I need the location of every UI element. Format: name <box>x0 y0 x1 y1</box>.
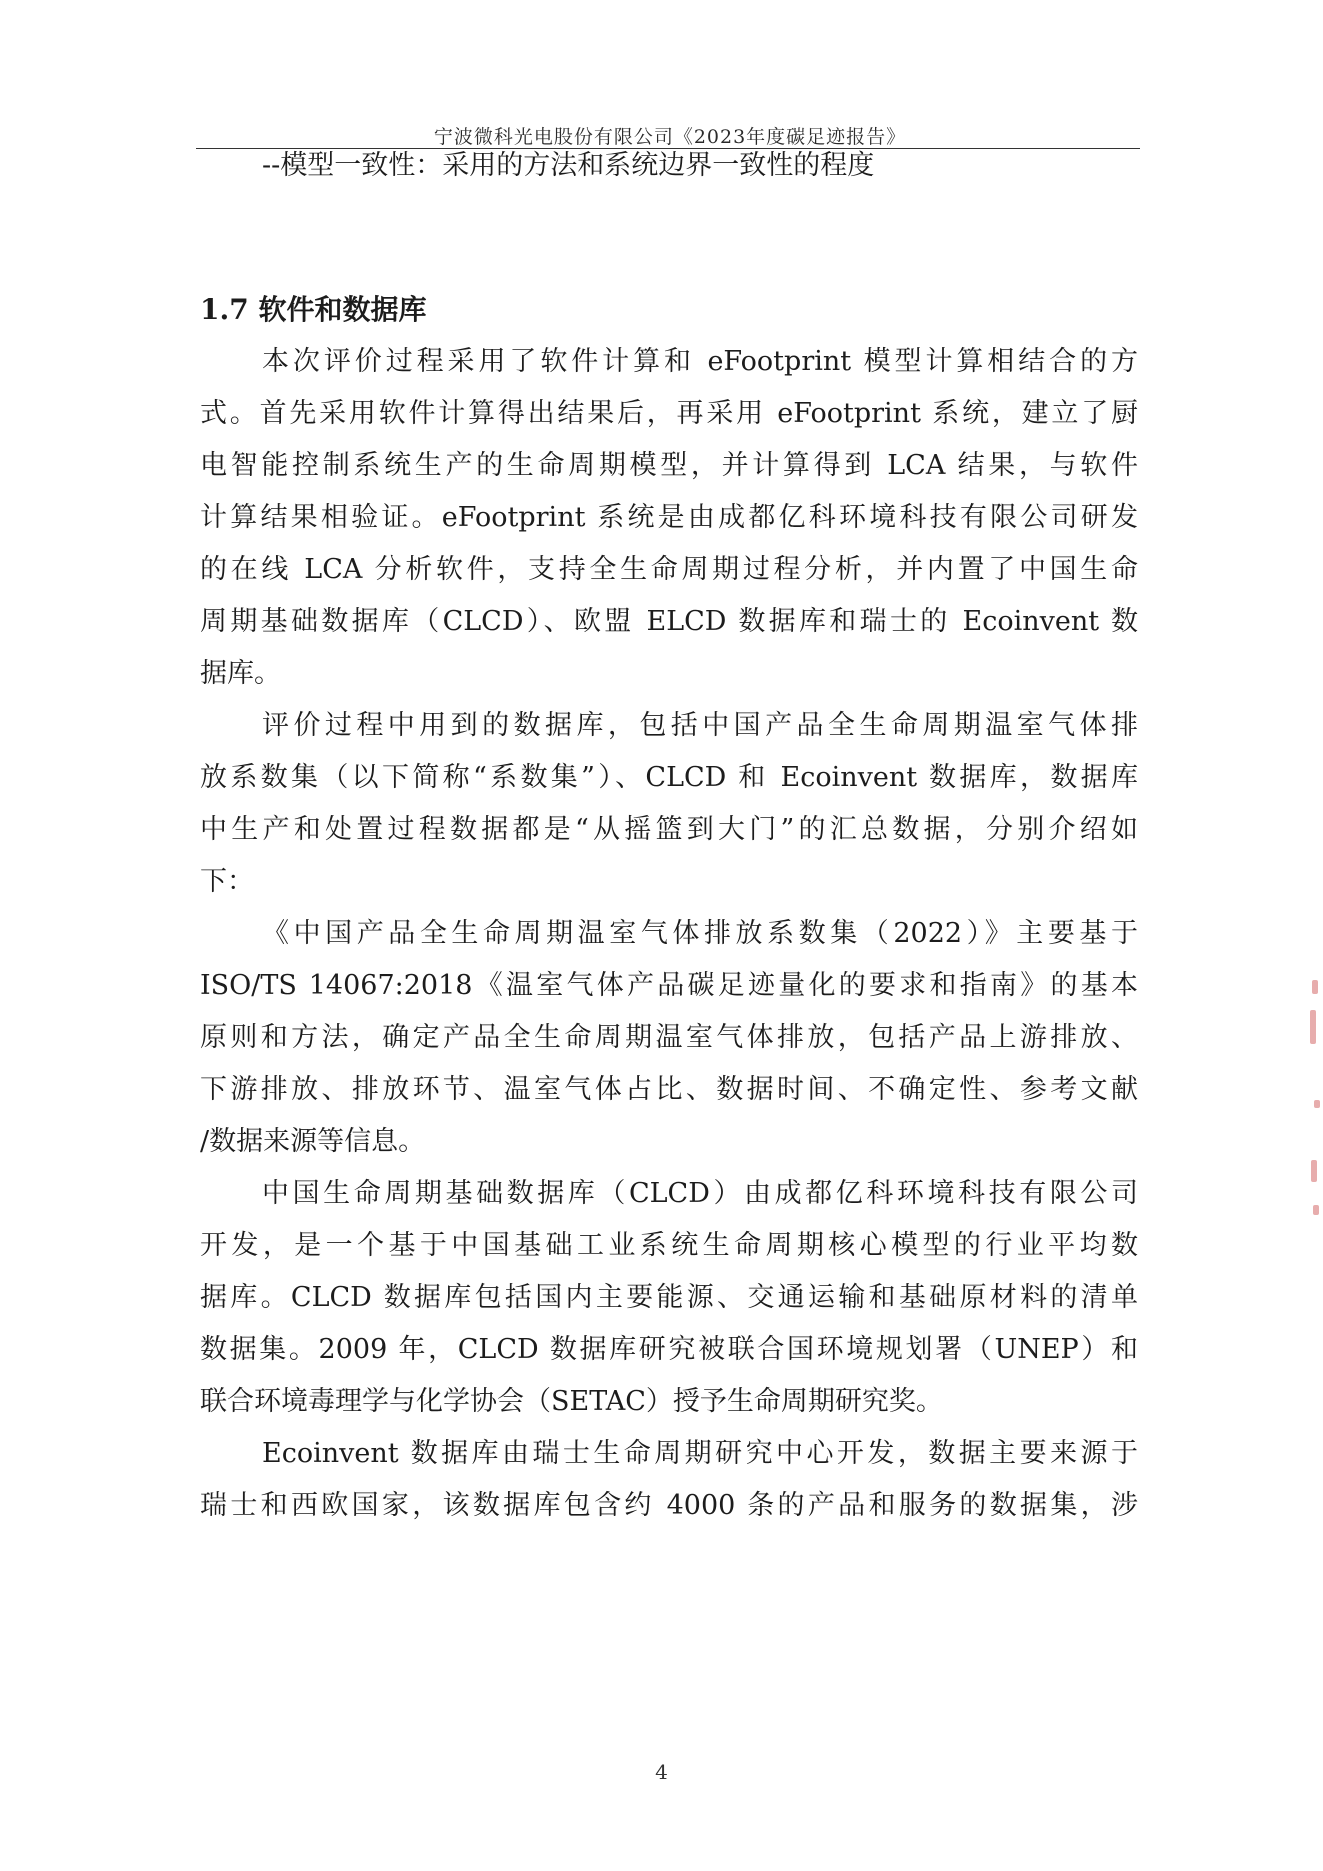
paragraph-line: 中国生命周期基础数据库（CLCD）由成都亿科环境科技有限公司 <box>262 1178 1138 1209</box>
section-heading: 1.7 软件和数据库 <box>200 293 427 326</box>
paragraph-line: 放系数集（以下简称“系数集”）、CLCD 和 Ecoinvent 数据库，数据库 <box>200 762 1138 793</box>
seal-mark <box>1312 980 1318 994</box>
seal-mark <box>1311 1160 1317 1182</box>
paragraph-line: 据库。CLCD 数据库包括国内主要能源、交通运输和基础原材料的清单 <box>200 1282 1138 1313</box>
seal-mark <box>1310 1010 1316 1044</box>
paragraph-line: 电智能控制系统生产的生命周期模型，并计算得到 LCA 结果，与软件 <box>200 450 1138 481</box>
paragraph-line: 计算结果相验证。eFootprint 系统是由成都亿科环境科技有限公司研发 <box>200 502 1138 533</box>
paragraph-line: 联合环境毒理学与化学协会（SETAC）授予生命周期研究奖。 <box>200 1386 943 1417</box>
paragraph-line: 原则和方法，确定产品全生命周期温室气体排放，包括产品上游排放、 <box>200 1022 1138 1053</box>
page-header: 宁波微科光电股份有限公司《2023年度碳足迹报告》 <box>433 126 907 148</box>
paragraph-line: 评价过程中用到的数据库，包括中国产品全生命周期温室气体排 <box>262 710 1138 741</box>
seal-mark <box>1313 1205 1319 1215</box>
paragraph-line: 《中国产品全生命周期温室气体排放系数集（2022）》主要基于 <box>262 918 1138 949</box>
intro-line: --模型一致性：采用的方法和系统边界一致性的程度 <box>262 150 875 181</box>
paragraph-line: 的在线 LCA 分析软件，支持全生命周期过程分析，并内置了中国生命 <box>200 554 1138 585</box>
seal-mark <box>1314 1100 1320 1108</box>
paragraph-line: 下游排放、排放环节、温室气体占比、数据时间、不确定性、参考文献 <box>200 1074 1138 1105</box>
paragraph-line: 本次评价过程采用了软件计算和 eFootprint 模型计算相结合的方 <box>262 346 1138 377</box>
paragraph-line: 数据集。2009 年，CLCD 数据库研究被联合国环境规划署（UNEP）和 <box>200 1334 1138 1365</box>
paragraph-line: 瑞士和西欧国家，该数据库包含约 4000 条的产品和服务的数据集，涉 <box>200 1490 1138 1521</box>
paragraph-line: 开发，是一个基于中国基础工业系统生命周期核心模型的行业平均数 <box>200 1230 1138 1261</box>
paragraph-line: ISO/TS 14067:2018《温室气体产品碳足迹量化的要求和指南》的基本 <box>200 970 1138 1001</box>
paragraph-line: 式。首先采用软件计算得出结果后，再采用 eFootprint 系统，建立了厨 <box>200 398 1138 429</box>
page-number: 4 <box>655 1760 668 1784</box>
paragraph-line: Ecoinvent 数据库由瑞士生命周期研究中心开发，数据主要来源于 <box>262 1438 1138 1469</box>
paragraph-line: 据库。 <box>200 658 281 689</box>
paragraph-line: 中生产和处置过程数据都是“从摇篮到大门”的汇总数据，分别介绍如 <box>200 814 1138 845</box>
paragraph-line: 下： <box>200 866 254 897</box>
paragraph-line: 周期基础数据库（CLCD）、欧盟 ELCD 数据库和瑞士的 Ecoinvent 数 <box>200 606 1138 637</box>
paragraph-line: /数据来源等信息。 <box>200 1126 426 1157</box>
